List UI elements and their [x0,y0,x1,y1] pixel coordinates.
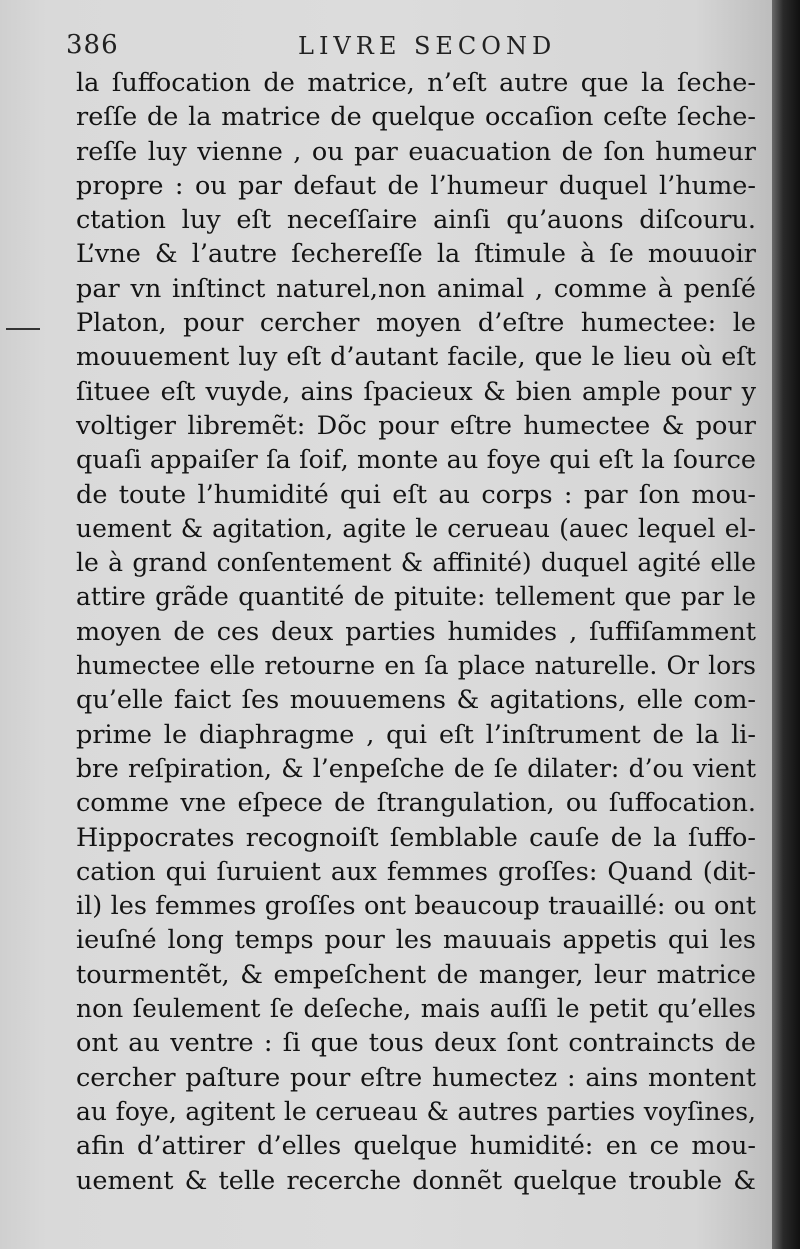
text-line: qu’elle faict ſes mouuemens & agitations, elle com- [76,685,756,716]
text-line: afin d’attirer d’elles quelque humidité: en ce mou- [76,1131,756,1162]
text-line: uement & telle recerche donnẽt quelque trouble & [76,1165,756,1196]
text-line: propre : ou par defaut de l’humeur duquel l’hume- [76,170,756,201]
text-line: Hippocrates recognoiſt ſemblable cauſe de la ſuffo- [76,822,756,853]
text-line: prime le diaphragme , qui eſt l’inſtrument de la li- [76,719,756,750]
text-line: reſſe luy vienne , ou par euacuation de ſon humeur [76,136,756,167]
page-number: 386 [66,30,119,60]
text-line: bre reſpiration, & l’enpeſche de ſe dilater: d’ou vient [76,753,756,783]
text-line: il) les femmes groſſes ont beaucoup trauaillé: ou ont [76,891,756,922]
text-line: moyen de ces deux parties humides , ſuffiſamment [76,616,756,647]
text-line: L’vne & l’autre ſechereſſe la ſtimule à ſe mouuoir [76,239,756,270]
page-header [66,30,756,64]
text-line: au foye, agitent le cerueau & autres parties voyſines, [76,1096,756,1126]
text-line: la ſuffocation de matrice, n’eſt autre que la ſeche- [76,68,756,98]
text-line: ieuſné long temps pour les mauuais appetis qui les [76,925,756,956]
text-line: quaſi appaiſer ſa ſoif, monte au foye qui eſt la ſource [76,445,756,476]
text-line: uement & agitation, agite le cerueau (auec lequel el- [76,513,756,543]
text-line: comme vne eſpece de ſtrangulation, ou ſuffocation. [76,788,756,819]
text-line: cercher paſture pour eſtre humectez : ains montent [76,1062,756,1093]
book-gutter [772,0,800,1249]
text-line: attire grãde quantité de pituite: tellement que par le [76,582,756,612]
text-line: mouuement luy eſt d’autant facile, que le lieu où eſt [76,342,756,373]
text-line: le à grand conſentement & affinité) duquel agité elle [76,548,756,578]
text-line: tourmentẽt, & empeſchent de manger, leur matrice [76,959,756,990]
text-line: de toute l’humidité qui eſt au corps : par ſon mou- [76,479,756,510]
text-line: voltiger libremẽt: Dõc pour eſtre humectee & pour [76,410,756,441]
running-title: LIVRE SECOND [298,32,557,60]
text-line: cation qui ſuruient aux femmes groſſes: Quand (dit- [76,856,756,887]
text-line: Platon, pour cercher moyen d’eſtre humectee: le [76,308,756,339]
text-line: ont au ventre : ſi que tous deux ſont contraincts de [76,1028,756,1059]
text-line: par vn inſtinct naturel,non animal , comme à penſé [76,273,756,304]
text-line: humectee elle retourne en ſa place naturelle. Or lors [76,651,756,681]
text-line: non ſeulement ſe deſeche, mais auſſi le petit qu’elles [76,994,756,1024]
text-line: reſſe de la matrice de quelque occaſion ceſte ſeche- [76,102,756,133]
text-line: ſituee eſt vuyde, ains ſpacieux & bien ample pour y [76,376,756,407]
margin-mark [6,328,40,330]
text-line: ctation luy eſt neceſſaire ainſi qu’auons diſcouru. [76,205,756,236]
body-text [76,66,756,1198]
